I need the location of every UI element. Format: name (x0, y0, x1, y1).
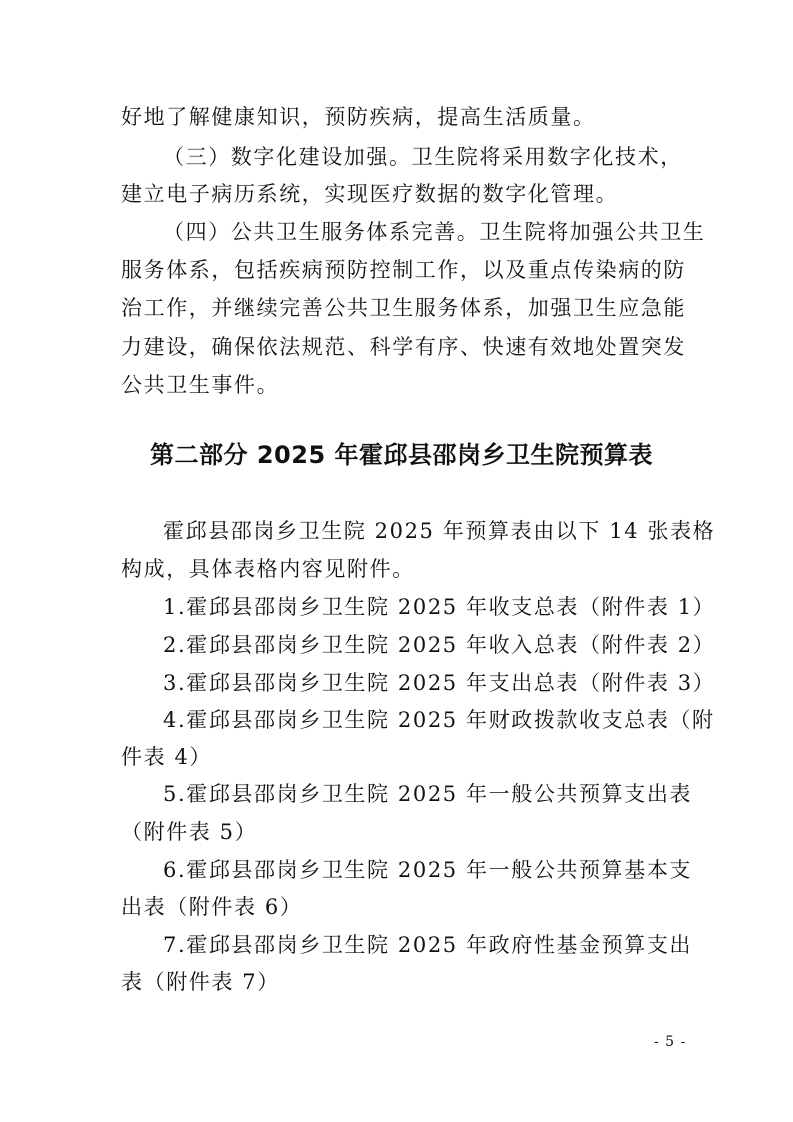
paragraph-3-line-4: 力建设，确保依法规范、科学有序、快速有效地处置突发 (121, 335, 686, 359)
list-item: 1.霍邱县邵岗乡卫生院 2025 年收支总表（附件表 1） (163, 595, 716, 619)
paragraph-3-line-3: 治工作，并继续完善公共卫生服务体系，加强卫生应急能 (121, 296, 686, 320)
paragraph-2-line-2: 建立电子病历系统，实现医疗数据的数字化管理。 (121, 182, 619, 206)
paragraph-3-line-1: （四）公共卫生服务体系完善。卫生院将加强公共卫生 (163, 220, 706, 244)
paragraph-2-line-1: （三）数字化建设加强。卫生院将采用数字化技术， (163, 145, 683, 169)
paragraph-3-line-5: 公共卫生事件。 (121, 373, 280, 397)
list-item-continuation: 件表 4） (121, 745, 213, 769)
section-heading: 第二部分 2025 年霍邱县邵岗乡卫生院预算表 (150, 441, 654, 469)
list-item: 2.霍邱县邵岗乡卫生院 2025 年收入总表（附件表 2） (163, 633, 716, 657)
list-item: 3.霍邱县邵岗乡卫生院 2025 年支出总表（附件表 3） (163, 671, 716, 695)
intro-line-1: 霍邱县邵岗乡卫生院 2025 年预算表由以下 14 张表格 (163, 519, 716, 543)
list-item-continuation: 出表（附件表 6） (121, 895, 303, 919)
list-item-continuation: 表（附件表 7） (121, 970, 280, 994)
list-item-continuation: （附件表 5） (121, 820, 258, 844)
paragraph-1-continuation: 好地了解健康知识，预防疾病，提高生活质量。 (121, 105, 596, 129)
list-item: 6.霍邱县邵岗乡卫生院 2025 年一般公共预算基本支 (163, 858, 693, 882)
list-item: 4.霍邱县邵岗乡卫生院 2025 年财政拨款收支总表（附 (163, 708, 715, 732)
intro-line-2: 构成，具体表格内容见附件。 (121, 557, 415, 581)
list-item: 7.霍邱县邵岗乡卫生院 2025 年政府性基金预算支出 (163, 933, 693, 957)
list-item: 5.霍邱县邵岗乡卫生院 2025 年一般公共预算支出表 (163, 782, 693, 806)
paragraph-3-line-2: 服务体系，包括疾病预防控制工作，以及重点传染病的防 (121, 258, 686, 282)
page-number: - 5 - (654, 1034, 687, 1050)
